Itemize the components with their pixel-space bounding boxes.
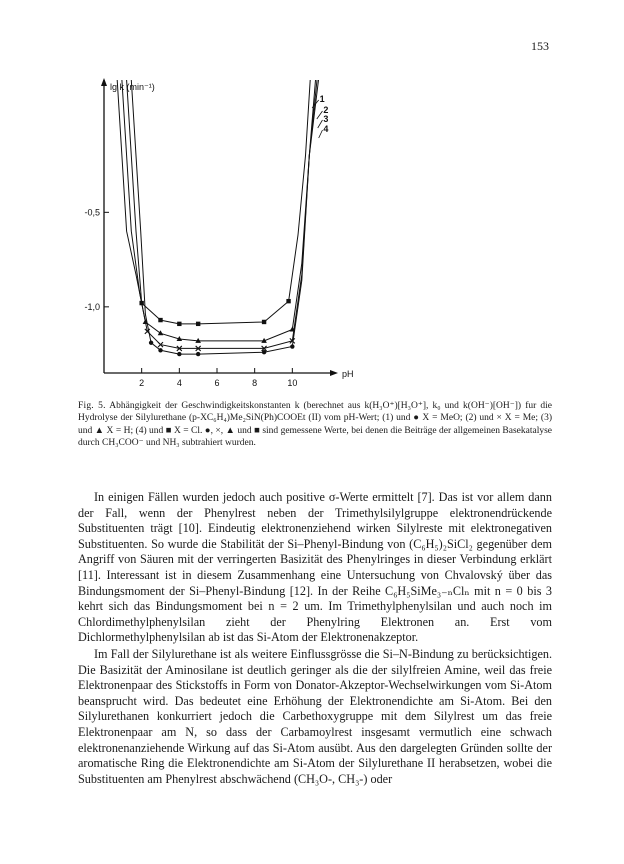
caption-text: Abhängigkeit der Geschwindigkeitskonstanten k (berechnet aus k(H₃O⁺)[H₃O⁺], k₀ und k(OH⁻)[OH⁻]) fur die Hydrolyse der Silylurethane (p-XC₆H₄)Me₂SiN(Ph)COOEt (II) vom pH-Wert; (1) und ● X = MeO; (2) und × X = Me; (3) und ▲ X = H; (4) und ■ X = Cl. ●, ×, ▲ und ■ sind gemessene Werte, bei denen die Beiträge der allgemeinen Basekatalyse durch CH₃COO⁻ und NH₃ subtrahiert wurden.	[78, 401, 552, 449]
y-tick-label: -1,0	[84, 301, 100, 312]
rate-constant-chart	[70, 60, 550, 395]
series-1-point	[286, 299, 290, 303]
series-1-point	[196, 322, 200, 326]
series-1-point	[177, 322, 181, 326]
figure-5	[70, 60, 550, 395]
series-4-point	[196, 352, 200, 356]
series-4-point	[158, 348, 162, 352]
series-4-point	[290, 344, 294, 348]
caption-label: Fig. 5.	[78, 401, 106, 411]
series-1-line	[117, 80, 310, 324]
x-axis-label: pH	[342, 369, 354, 379]
series-4-line	[131, 80, 318, 354]
y-axis-arrow	[101, 78, 107, 86]
x-axis-arrow	[330, 370, 338, 376]
x-tick-label: 4	[176, 378, 182, 388]
paragraph-2: Im Fall der Silylurethane ist als weitere Einflussgrösse die Si–N-Bindung zu berücksichtigen. Die Basizität der Aminosilane ist deutlich geringer als die der silylfreien Amine, weil das freie Elektronenpaar des Stickstoffs in Form von Donator-Akzeptor-Wechselwirkungen vom Si-Atom beansprucht wird. Das bedeutet eine Erhöhung der Elektronendichte am Si-Atom. Bei den Silylurethanen konkurriert jedoch die Carbethoxygruppe mit dem Silylrest um das freie Elektronenpaar am N, so dass der Carbamoylrest insgesamt vermutlich eine schwach elektronenanziehende Wirkung auf das Si-Atom ausübt. Aus den dargelegten Gründen sollte der aromatische Ring die Elektronendichte am Si-Atom der Silylurethane II herabsetzen, wobei die Substituenten am Phenylrest abschwächend (CH₃O-, CH₃-) oder	[78, 646, 552, 786]
series-3-leader	[318, 120, 323, 128]
page-number: 153	[531, 39, 549, 53]
series-4-point	[149, 341, 153, 345]
series-2-point	[158, 330, 164, 335]
x-tick-label: 2	[139, 378, 145, 388]
series-4-label: 4	[323, 124, 329, 134]
series-2-label: 2	[323, 105, 329, 115]
x-tick-label: 6	[214, 378, 220, 388]
series-3-label: 3	[323, 114, 329, 124]
series-4-point	[177, 352, 181, 356]
series-2-leader	[317, 111, 323, 119]
x-tick-label: 8	[252, 378, 258, 388]
y-axis-label: lg k (min⁻¹)	[110, 82, 155, 92]
x-tick-label: 10	[287, 378, 298, 388]
series-1-point	[158, 318, 162, 322]
series-3-line	[127, 80, 317, 348]
y-tick-label: -0,5	[84, 207, 100, 218]
body-text	[78, 490, 552, 787]
figure-caption	[78, 400, 552, 450]
series-1-point	[262, 320, 266, 324]
series-4-point	[262, 350, 266, 354]
series-1-label: 1	[319, 94, 325, 104]
paragraph-1: In einigen Fällen wurden jedoch auch positive σ-Werte ermittelt [7]. Das ist vor allem dann der Fall, wenn der Phenylrest neben der Trimethylsilylgruppe elektronendrückende Substituenten trägt [10]. Eindeutig elektronenziehend wirken Silylreste mit elektronegativen Substituenten. So wurde die Stabilität der Si–Phenyl-Bindung von (C₆H₅)₂SiCl₂ gegenüber dem Angriff von Säuren mit der verringerten Basizität des Phenylringes in dieser Verbindung erklärt [11]. Interessant ist in diesem Zusammenhang eine Untersuchung von Chvalovský über das Bindungsmoment der Si–Phenyl-Bindung [12]. In der Reihe C₆H₅SiMe₃₋ₙClₙ mit n = 0 bis 3 kehrt sich das Bindungsmoment bei n = 2 um. Im Trimethylphenylsilan und auch noch im Chlordimethylphenylsilan zieht der Phenylring Elektronen an. Erst vom Dichlormethylphenylsilan ab ist das Si-Atom der Elektronenakzeptor.	[78, 490, 552, 645]
series-4-leader	[319, 130, 323, 138]
